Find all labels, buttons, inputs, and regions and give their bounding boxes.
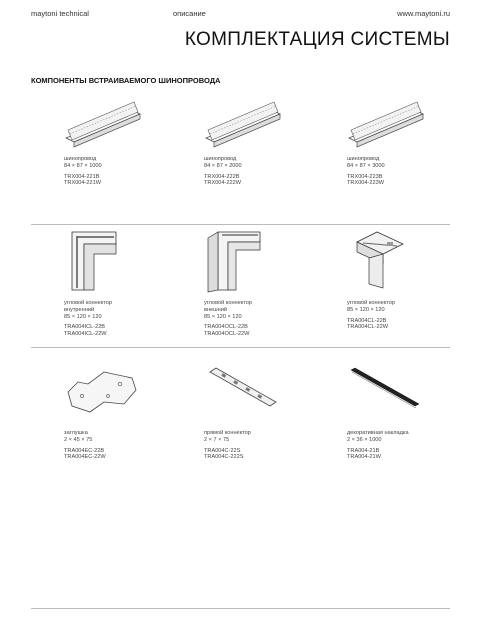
product-name: шинопровод — [204, 156, 237, 162]
product-size: 2 × 45 × 75 — [64, 436, 93, 443]
product-codes: TRX004-222B TRX004-222W — [204, 173, 241, 187]
product-name: заглушка — [64, 430, 88, 436]
product-codes: TRA004OCL-22B TRA004OCL-22W — [204, 324, 250, 338]
outer-corner-icon — [204, 228, 264, 294]
product-size: 2 × 36 × 1000 — [347, 436, 382, 443]
product-size: 2 × 7 × 75 — [204, 436, 230, 443]
product-codes: TRX004-223B TRX004-223W — [347, 173, 384, 187]
header-site[interactable]: www.maytoni.ru — [397, 9, 450, 18]
product-codes: TRA004CL-22B TRA004CL-22W — [347, 317, 389, 331]
bottom-divider — [31, 608, 450, 609]
product-codes: TRA004-21B TRA004-21W — [347, 447, 381, 461]
product-codes: TRA004ICL-22B TRA004ICL-22W — [64, 324, 107, 338]
product-name: прямой коннектор — [204, 430, 251, 436]
product-size: 85 × 120 × 120 — [64, 313, 102, 320]
track-icon — [347, 100, 427, 150]
product-card-track-2000 — [204, 100, 334, 187]
product-name: угловой коннектор внешний — [204, 300, 252, 313]
product-name: угловой коннектор — [347, 300, 395, 306]
decor-strip-icon — [347, 362, 422, 424]
product-codes: TRA004EC-22B TRA004EC-22W — [64, 447, 106, 461]
product-card-track-3000 — [347, 100, 477, 187]
product-size: 84 × 87 × 1000 — [64, 162, 102, 169]
section-title: КОМПОНЕНТЫ ВСТРАИВАЕМОГО ШИНОПРОВОДА — [31, 76, 221, 85]
brand-name: maytoni technical — [31, 9, 89, 18]
product-name: шинопровод — [64, 156, 97, 162]
row-divider — [31, 347, 450, 348]
end-cap-icon — [64, 362, 139, 424]
page-title: КОМПЛЕКТАЦИЯ СИСТЕМЫ — [184, 29, 450, 50]
corner-icon — [347, 228, 407, 294]
product-name: шинопровод — [347, 156, 380, 162]
product-card-track-1000 — [64, 100, 194, 187]
product-codes: TRX004-221B TRX004-221W — [64, 173, 101, 187]
product-size: 84 × 87 × 2000 — [204, 162, 242, 169]
product-card-corner — [347, 228, 477, 331]
product-size: 84 × 87 × 3000 — [347, 162, 385, 169]
track-icon — [64, 100, 144, 150]
product-card-outer-corner — [204, 228, 334, 338]
header-section: описание — [173, 9, 206, 18]
product-name: угловой коннектор внутренний — [64, 300, 112, 313]
product-card-decor-strip — [347, 362, 477, 461]
product-card-straight-connector — [204, 362, 334, 461]
product-size: 85 × 120 × 120 — [347, 306, 385, 313]
track-icon — [204, 100, 284, 150]
product-card-end-cap — [64, 362, 194, 461]
inner-corner-icon — [64, 228, 124, 294]
row-divider — [31, 224, 450, 225]
product-codes: TRA004C-22S TRA004C-222S — [204, 447, 244, 461]
product-size: 85 × 120 × 120 — [204, 313, 242, 320]
product-name: декоративная накладка — [347, 430, 409, 436]
straight-connector-icon — [204, 362, 279, 424]
product-card-inner-corner — [64, 228, 194, 338]
